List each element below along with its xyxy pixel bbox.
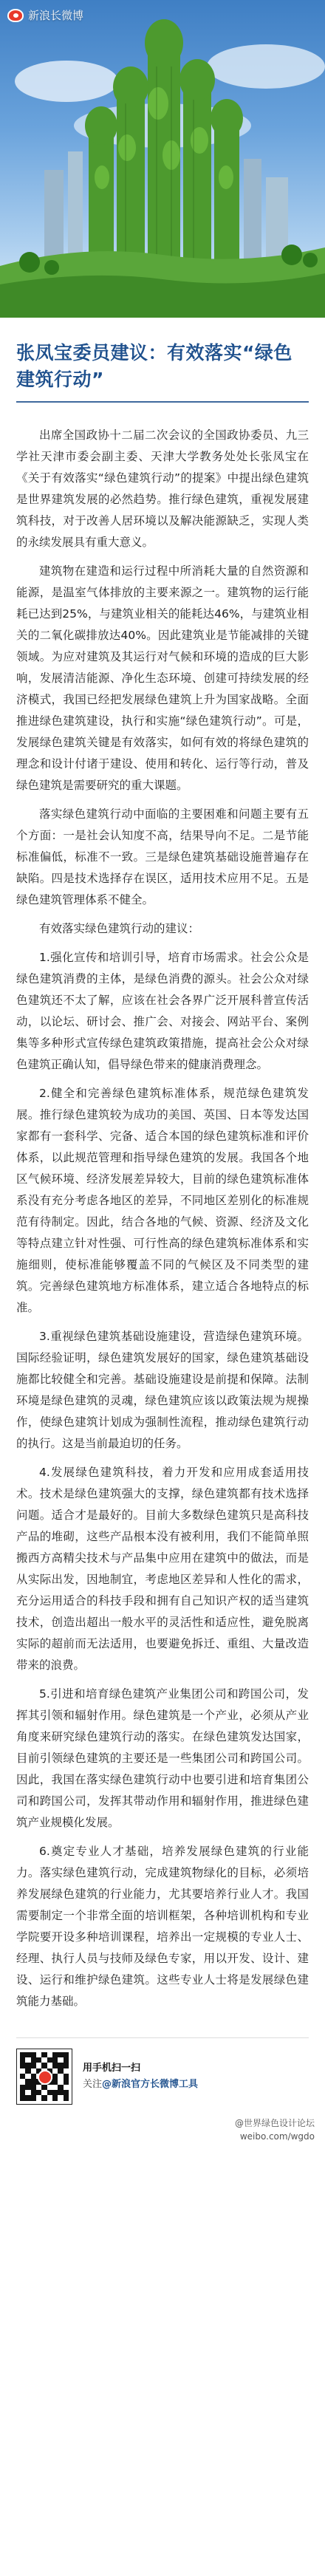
paragraph: 出席全国政协十二届二次会议的全国政协委员、九三学社天津市委会副主委、天津大学教务处处长张凤宝在《关于有效落实“绿色建筑行动”的提案》中提出绿色建筑是世界建筑发展的必然趋势。推行绿色建筑，重视发展建筑科技，对于改善人居环境以及解决能源缺乏，实现人类的永续发展具有重大意义。	[16, 428, 309, 549]
article-header	[0, 318, 325, 413]
green-city-illustration	[0, 0, 325, 318]
paragraph: 落实绿色建筑行动中面临的主要困难和问题主要有五个方面：一是社会认知度不高，结果导向不足。二是节能标准偏低，标准不一致。三是绿色建筑基础设施普遍存在缺陷。四是技术选择存在误区，适用技术应用不足。五是绿色建筑管理体系不健全。	[16, 807, 309, 906]
paragraph: 3.重视绿色建筑基础设施建设，营造绿色建筑环境。国际经验证明，绿色建筑发展好的国家，绿色建筑基础设施都比较健全和完善。基础设施建设是前提和保障。法制环境是绿色建筑的灵魂，绿色建筑应该以政策法规为规操作，使绿色建筑计划成为强制性流程，推动绿色建筑行动的执行。这是当前最迫切的任务。	[16, 1329, 309, 1450]
title-divider	[16, 401, 309, 403]
weibo-logo-icon	[38, 2070, 52, 2085]
scan-prompt: 用手机扫一扫	[83, 2062, 141, 2074]
footer	[16, 2037, 309, 2112]
paragraph: 有效落实绿色建筑行动的建议：	[39, 921, 200, 935]
paragraph: 4.发展绿色建筑科技，着力开发和应用成套适用技术。技术是绿色建筑强大的支撑，绿色建筑都有技术选择问题。适合才是最好的。目前大多数绿色建筑只是高科技产品的堆砌，这些产品根本没有被利用，我们不能简单照搬西方高精尖技术与产品集中应用在建筑中的做法，而是从实际出发，因地制宜，考虑地区差异和人性化的需求，充分运用适合的科技手段和拥有自己知识产权的适当建筑技术，创造出超出一般水平的灵活性和适应性，避免脱离实际的超前而无法适用，也要避免拆迁、重组、大量改造带来的浪费。	[16, 1465, 309, 1672]
paragraph: 5.引进和培育绿色建筑产业集团公司和跨国公司，发挥其引领和辐射作用。绿色建筑是一个产业，必须从产业角度来研究绿色建筑行动的落实。在绿色建筑发达国家，目前引领绿色建筑的主要还是一些集团公司和跨国公司。因此，我国在落实绿色建筑行动中也要引进和培育集团公司和跨国公司，发挥其带动作用和辐射作用，推进绿色建筑产业规模化发展。	[16, 1687, 309, 1829]
weibo-tag-label: 新浪长微博	[28, 9, 84, 22]
paragraph: 1.强化宣传和培训引导，培育市场需求。社会公众是绿色建筑消费的主体，是绿色消费的源头。社会公众对绿色建筑还不太了解，应该在社会各界广泛开展科普宣传活动，以论坛、研讨会、推广会、对接会、网站平台、案例集等多种形式宣传绿色建筑政策措施，提高社会公众对绿色建筑正确认知，倡导绿色带来的健康消费理念。	[16, 950, 309, 1071]
weibo-logo-icon	[7, 9, 24, 22]
account-link[interactable]: @新浪官方长微博工具	[102, 2078, 199, 2090]
footer-text	[83, 2060, 198, 2093]
follow-prefix: 关注	[83, 2078, 103, 2090]
hero-image	[0, 0, 325, 318]
paragraph: 2.健全和完善绿色建筑标准体系，规范绿色建筑发展。推行绿色建筑较为成功的美国、英国、日本等发达国家都有一套科学、完备、适合本国的绿色建筑标准和评价体系，以此规范管理和指导绿色建筑的发展。我国各个地区气候环境、经济发展差异较大，目前的绿色建筑标准体系没有充分考虑各地区的差异，不同地区差别化的标准规范有待制定。因此，结合各地的气候、资源、经济及文化等特点建立针对性强、可行性高的绿色建筑标准体系和实施细则，使标准能够覆盖不同的气候区及不同类型的建筑。完善绿色建筑地方标准体系，建立适合各地特点的标准。	[16, 1086, 309, 1314]
watermark-handle: @世界绿色设计论坛	[234, 2117, 315, 2128]
watermark-bar	[0, 2112, 325, 2150]
article-title: 张凤宝委员建议：有效落实“绿色建筑行动”	[16, 342, 292, 391]
weibo-source-tag	[7, 7, 83, 23]
paragraph: 建筑物在建造和运行过程中所消耗大量的自然资源和能源，是温室气体排放的主要来源之一。建筑物的运行能耗已达到25%，与建筑业相关的能耗达46%，与建筑业相关的二氧化碳排放达40%。因此建筑业是节能减排的关键领域。为应对建筑及其运行对气候和环境的造成的巨大影响，发展清洁能源、净化生态环境、创建可持续发展的经济模式，我国已经把发展绿色建筑上升为国家战略。全面推进绿色建筑建设，执行和实施“绿色建筑行动”。可是，发展绿色建筑关键是有效落实，如何有效的将绿色建筑的理念和设计付诸于建设、使用和转化、运行等行动，普及绿色建筑是需要研究的重大课题。	[16, 564, 309, 792]
qr-code[interactable]	[16, 2049, 72, 2105]
article-body	[0, 413, 325, 2027]
paragraph: 6.奠定专业人才基础，培养发展绿色建筑的行业能力。落实绿色建筑行动，完成建筑物绿化的目标，必须培养发展绿色建筑的行业能力，尤其要培养行业人才。我国需要制定一个非常全面的培训框架，各种培训机构和专业学院要开设多种培训课程，培养出一定规模的专业人士、经理、执行人员与技师及绿色专家，用以开发、设计、建设、运行和维护绿色建筑。这些专业人士将是发展绿色建筑能力基础。	[16, 1844, 309, 2008]
watermark-url: weibo.com/wgdo	[239, 2131, 315, 2142]
